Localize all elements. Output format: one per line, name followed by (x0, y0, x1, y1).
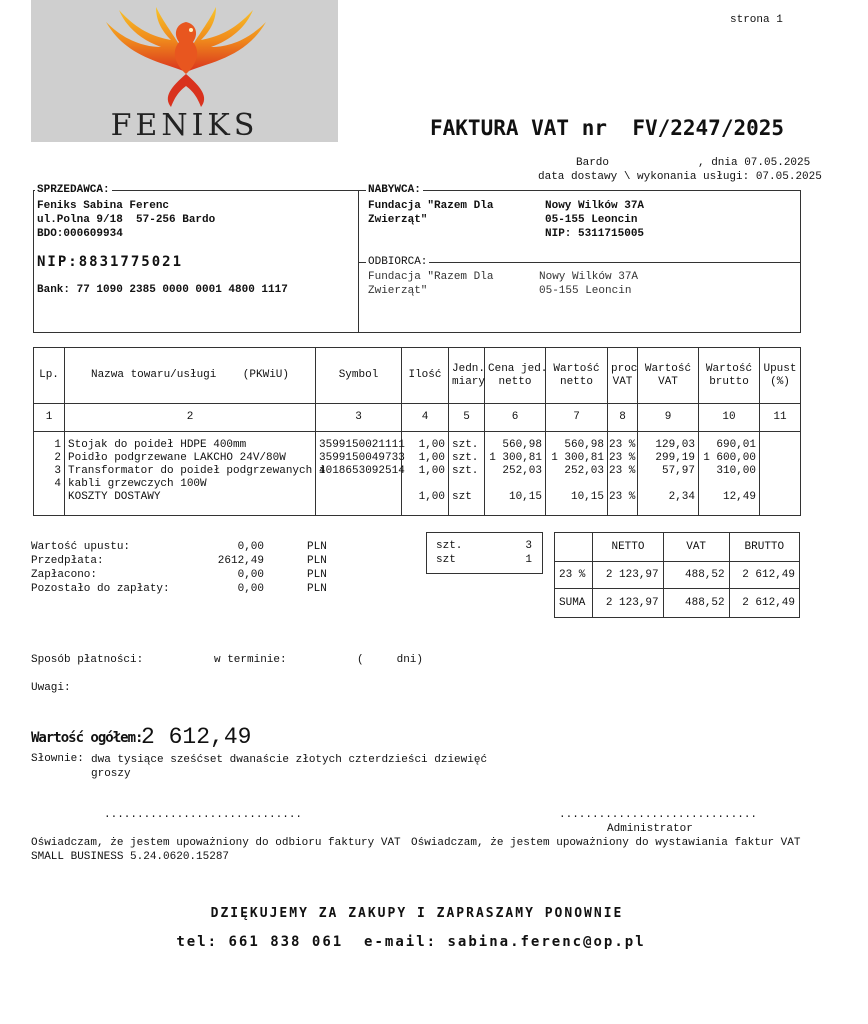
items-qty-cell (402, 432, 449, 516)
vat-summary-table (554, 532, 800, 618)
item-vat-rate: 23 % (609, 465, 636, 477)
item-symbol: 3599150049733 (319, 452, 405, 464)
phoenix-icon (101, 2, 271, 112)
table-header-row (34, 348, 801, 404)
item-net (549, 478, 604, 491)
col-number: 1 (34, 404, 65, 432)
item-name: Transformator do poideł podgrzewanych i (68, 465, 326, 477)
item-qty: 1,00 (418, 491, 445, 503)
signature-left-caption: Oświadczam, że jestem upoważniony do odbioru faktury VAT (31, 837, 401, 849)
header-net-line1: Wartość (553, 362, 600, 375)
buyer-address-line2: 05-155 Leoncin (545, 214, 638, 226)
header-vat-value (638, 348, 699, 404)
header-qty: Ilość (402, 348, 449, 404)
vat-sum-label: SUMA (555, 589, 593, 618)
vat-summary-brutto-header: BRUTTO (729, 533, 799, 562)
item-symbol: 4018653092514 (319, 465, 405, 477)
items-discount-cell (760, 432, 801, 516)
item-symbol: 3599150021111 (319, 439, 405, 451)
contact-info: tel: 661 838 061 e-mail: sabina.ferenc@op.pl (176, 934, 646, 950)
item-vat-rate (609, 478, 634, 491)
units-summary-qty (525, 539, 532, 567)
unit-qty: 3 (525, 540, 532, 552)
col-number: 3 (316, 404, 402, 432)
header-vat-line1: Wartość (644, 362, 692, 375)
items-gross-cell (699, 432, 760, 516)
buyer-name (368, 199, 493, 227)
header-price-line2: netto (498, 375, 532, 388)
recipient-name-line1: Fundacja "Razem Dla (368, 271, 494, 283)
item-gross: 310,00 (716, 465, 756, 477)
recipient-name-line2: Zwierząt" (368, 285, 428, 297)
items-lp-cell (34, 432, 65, 516)
item-gross: 12,49 (722, 491, 756, 503)
header-net-line2: netto (559, 375, 593, 388)
header-price (485, 348, 546, 404)
delivery-date: data dostawy \ wykonania usługi: 07.05.2025 (538, 171, 822, 183)
header-name-text: Nazwa towaru/usługi (PKWiU) (90, 369, 290, 381)
payment-currencies (307, 540, 327, 596)
signature-right-name: Administrator (607, 823, 693, 835)
col-number: 10 (699, 404, 760, 432)
item-net: 1 300,81 (551, 452, 604, 464)
discount-currency: PLN (307, 541, 327, 553)
vat-rate-brutto: 2 612,49 (729, 562, 799, 589)
paid-value: 0,00 (237, 569, 264, 581)
header-vat-rate (608, 348, 638, 404)
seller-legend: SPRZEDAWCA: (37, 184, 110, 196)
column-number-row (34, 404, 801, 432)
col-number: 6 (485, 404, 546, 432)
vat-summary-header (555, 533, 800, 562)
discount-label: Wartość upustu: (31, 541, 131, 553)
header-unit (449, 348, 485, 404)
header-discount-line2: (%) (770, 375, 790, 388)
header-price-line1: Cena jed. (488, 362, 548, 375)
item-name: kabli grzewczych 100W (68, 478, 207, 490)
item-vat: 57,97 (661, 465, 695, 477)
item-net: 252,03 (564, 465, 604, 477)
prepayment-value: 2612,49 (217, 555, 264, 567)
item-vat: 299,19 (655, 452, 695, 464)
due-value: 0,00 (237, 583, 264, 595)
recipient-legend: ODBIORCA: (368, 256, 428, 268)
buyer-name-line2: Zwierząt" (368, 214, 428, 226)
recipient-address (539, 270, 638, 298)
issue-date: , dnia 07.05.2025 (698, 157, 811, 169)
header-vat-rate-line2: VAT (612, 375, 633, 388)
buyer-legend: NABYWCA: (368, 184, 421, 196)
item-unit: szt (452, 491, 472, 503)
unit-qty: 1 (525, 554, 532, 566)
items-vat-cell (638, 432, 699, 516)
item-price (488, 478, 542, 491)
col-number: 5 (449, 404, 485, 432)
item-qty (405, 478, 445, 491)
unit-name: szt. (436, 540, 463, 552)
header-discount-line1: Upust (763, 362, 797, 375)
col-number: 11 (760, 404, 801, 432)
vat-rate-label: 23 % (555, 562, 593, 589)
payment-term-label: w terminie: (214, 654, 287, 666)
invoice-title-prefix: FAKTURA VAT nr (430, 116, 608, 140)
due-label: Pozostało do zapłaty: (31, 583, 170, 595)
seller-address: ul.Polna 9/18 57-256 Bardo (37, 214, 216, 226)
item-lp: 4 (54, 478, 61, 490)
item-gross (702, 478, 756, 491)
issue-place: Bardo (576, 157, 610, 169)
header-unit-line1: Jedn. (452, 362, 486, 375)
items-table (33, 347, 801, 516)
item-lp: 1 (54, 439, 61, 451)
seller-bank: Bank: 77 1090 2385 0000 0001 4800 1117 (37, 284, 288, 296)
recipient-name (368, 270, 493, 298)
item-gross: 1 600,00 (703, 452, 756, 464)
buyer-address (545, 199, 644, 241)
signature-line-left: .............................. (104, 809, 303, 821)
item-price: 560,98 (502, 439, 542, 451)
seller-details (37, 199, 215, 241)
item-unit: szt. (452, 439, 479, 451)
prepayment-label: Przedpłata: (31, 555, 104, 567)
header-lp: Lp. (34, 348, 65, 404)
items-name-cell (65, 432, 326, 516)
vat-sum-brutto: 2 612,49 (729, 589, 799, 618)
header-name (65, 348, 316, 404)
col-number: 8 (608, 404, 638, 432)
item-unit: szt. (452, 452, 479, 464)
item-vat: 2,34 (668, 491, 695, 503)
notes-label: Uwagi: (31, 682, 71, 694)
amount-words-line1: dwa tysiące sześćset dwanaście złotych czterdzieści dziewięć (91, 754, 488, 766)
paid-currency: PLN (307, 569, 327, 581)
total-value: 2 612,49 (141, 724, 252, 750)
seller-bdo: BDO:000609934 (37, 228, 123, 240)
seller-nip: NIP:8831775021 (37, 254, 184, 270)
col-number: 2 (65, 404, 316, 432)
item-vat-rate: 23 % (609, 452, 636, 464)
header-net (546, 348, 608, 404)
company-logo (31, 0, 338, 142)
unit-name: szt (436, 554, 456, 566)
thank-you-message: DZIĘKUJEMY ZA ZAKUPY I ZAPRASZAMY PONOWNIE (210, 906, 624, 921)
items-price-cell (485, 432, 546, 516)
recipient-address-line1: Nowy Wilków 37A (539, 271, 639, 283)
signature-line-right: .............................. (559, 809, 758, 821)
item-lp: 3 (54, 465, 61, 477)
payment-days: ( dni) (357, 654, 424, 666)
payment-method-label: Sposób płatności: (31, 654, 144, 666)
amount-words-label: Słownie: (31, 753, 84, 765)
vat-rate-netto: 2 123,97 (593, 562, 663, 589)
item-lp: 2 (54, 452, 61, 464)
vat-rate-vat: 488,52 (663, 562, 729, 589)
invoice-title (430, 116, 784, 140)
vat-summary-rate-row (555, 562, 800, 589)
signature-right-caption: Oświadczam, że jestem upoważniony do wystawiania faktur VAT (411, 837, 801, 849)
item-name: KOSZTY DOSTAWY (68, 491, 161, 503)
page-number: strona 1 (730, 14, 783, 26)
units-summary-box (426, 532, 543, 574)
items-unit-cell (449, 432, 485, 516)
item-gross: 690,01 (716, 439, 756, 451)
buyer-nip: NIP: 5311715005 (545, 228, 645, 240)
payment-labels (31, 540, 170, 596)
discount-value: 0,00 (237, 541, 264, 553)
paid-label: Zapłacono: (31, 569, 98, 581)
vat-summary-netto-header: NETTO (593, 533, 663, 562)
item-price: 252,03 (502, 465, 542, 477)
amount-in-words (91, 753, 487, 781)
recipient-address-line2: 05-155 Leoncin (539, 285, 632, 297)
units-summary-units (436, 539, 462, 567)
item-name: Poidło podgrzewane LAKCHO 24V/80W (68, 452, 286, 464)
item-price: 1 300,81 (489, 452, 542, 464)
item-qty: 1,00 (418, 465, 445, 477)
header-vat-rate-line1: proc (611, 362, 638, 375)
vat-sum-vat: 488,52 (663, 589, 729, 618)
logo-text: FENIKS (110, 108, 259, 143)
seller-name: Feniks Sabina Ferenc (37, 200, 170, 212)
col-number: 4 (402, 404, 449, 432)
items-vat-rate-cell (608, 432, 638, 516)
header-gross (699, 348, 760, 404)
vat-sum-netto: 2 123,97 (593, 589, 663, 618)
prepayment-currency: PLN (307, 555, 327, 567)
invoice-number: FV/2247/2025 (632, 116, 785, 140)
header-gross-line2: brutto (709, 375, 749, 388)
total-label: Wartość ogółem: (31, 730, 143, 746)
header-symbol: Symbol (316, 348, 402, 404)
vat-summary-sum-row (555, 589, 800, 618)
header-vat-line2: VAT (658, 375, 678, 388)
header-discount (760, 348, 801, 404)
header-unit-line2: miary (452, 375, 486, 388)
item-qty: 1,00 (418, 439, 445, 451)
item-vat-rate: 23 % (609, 439, 636, 451)
item-vat-rate: 23 % (609, 491, 636, 503)
item-price: 10,15 (508, 491, 542, 503)
due-currency: PLN (307, 583, 327, 595)
payment-values (200, 540, 264, 596)
amount-words-line2: groszy (91, 768, 131, 780)
buyer-address-line1: Nowy Wilków 37A (545, 200, 645, 212)
vat-summary-vat-header: VAT (663, 533, 729, 562)
item-vat: 129,03 (655, 439, 695, 451)
header-gross-line1: Wartość (705, 362, 753, 375)
buyer-name-line1: Fundacja "Razem Dla (368, 200, 494, 212)
item-unit: szt. (452, 465, 479, 477)
items-net-cell (546, 432, 608, 516)
item-unit (452, 478, 481, 491)
item-qty: 1,00 (418, 452, 445, 464)
item-vat (641, 478, 695, 491)
item-net: 560,98 (564, 439, 604, 451)
item-name: Stojak do poideł HDPE 400mm (68, 439, 247, 451)
items-symbol-cell (316, 432, 405, 516)
col-number: 9 (638, 404, 699, 432)
item-net: 10,15 (570, 491, 604, 503)
col-number: 7 (546, 404, 608, 432)
vat-summary-corner (555, 533, 593, 562)
items-body-row (34, 432, 801, 516)
software-version: SMALL BUSINESS 5.24.0620.15287 (31, 851, 230, 863)
